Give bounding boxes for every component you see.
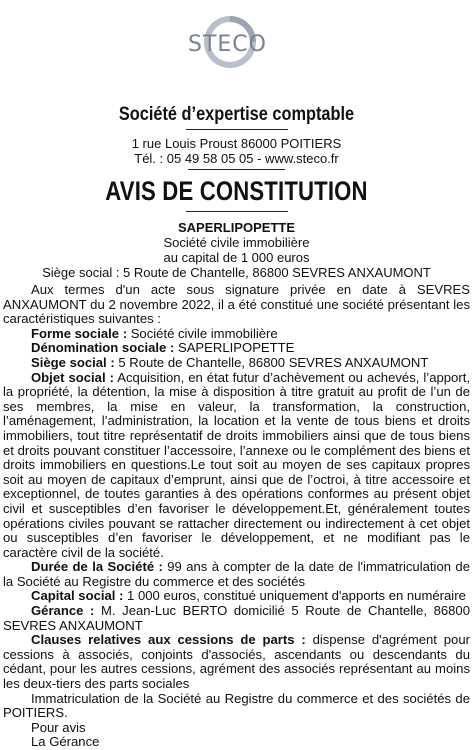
forme-label: Forme sociale : xyxy=(31,325,128,341)
company-type: Société civile immobilière xyxy=(163,235,310,250)
clauses-paragraph xyxy=(3,633,470,691)
notice-body xyxy=(3,283,470,750)
clauses-value: dispense d'agrément pour cessions à associés, conjoints d'associés, ascendants ou descendants du cédant, pour les autres cessions, agrément des associés représentant au moins les deux-tiers des parts sociales xyxy=(3,632,470,692)
gerance-label: Gérance : xyxy=(31,603,95,619)
company-capital: au capital de 1 000 euros xyxy=(163,250,310,265)
denomination-value: SAPERLIPOPETTE xyxy=(174,340,295,356)
forme-paragraph xyxy=(3,327,470,342)
title-divider xyxy=(186,211,288,212)
gerance-paragraph xyxy=(3,604,470,633)
capital-label: Capital social : xyxy=(31,588,124,604)
clauses-label: Clauses relatives aux cessions de parts : xyxy=(31,632,306,648)
objet-label: Objet social : xyxy=(31,369,114,385)
intro-paragraph: Aux termes d'un acte sous signature privée en date à SEVRES ANXAUMONT du 2 novembre 2022, il a été constitué une société présentant les caractéristiques suivantes : xyxy=(3,282,470,327)
siege-paragraph xyxy=(3,356,470,371)
forme-value: Société civile immobilière xyxy=(127,325,278,341)
firm-name: Société d’expertise comptable xyxy=(118,104,355,125)
duree-paragraph xyxy=(3,560,470,589)
duree-value: 99 ans à compter de la date de l'immatriculation de la Société au Registre du commerce et des sociétés xyxy=(3,559,470,589)
notice-title: AVIS DE CONSTITUTION xyxy=(105,176,368,206)
signature: La Gérance xyxy=(31,734,100,750)
siege-label: Siège social : xyxy=(31,354,115,370)
logo-text: STECO xyxy=(188,32,267,57)
capital-value: 1 000 euros, constitué uniquement d'apports en numéraire xyxy=(123,588,466,604)
denomination-paragraph xyxy=(3,341,470,356)
steco-logo xyxy=(168,14,267,70)
duree-label: Durée de la Société : xyxy=(31,559,163,575)
company-seat: Siège social : 5 Route de Chantelle, 86800 SEVRES ANXAUMONT xyxy=(42,265,431,280)
gerance-value: M. Jean-Luc BERTO domicilié 5 Route de Chantelle, 86800 SEVRES ANXAUMONT xyxy=(3,603,471,633)
capital-paragraph xyxy=(3,589,470,604)
header-divider xyxy=(188,169,285,170)
firm-address: 1 rue Louis Proust 86000 POITIERS xyxy=(131,136,342,151)
siege-value: 5 Route de Chantelle, 86800 SEVRES ANXAUMONT xyxy=(114,354,429,370)
pour-avis: Pour avis xyxy=(31,719,86,735)
company-name: SAPERLIPOPETTE xyxy=(177,220,296,235)
firm-name-underline xyxy=(186,129,288,130)
denomination-label: Dénomination sociale : xyxy=(31,340,175,356)
objet-paragraph xyxy=(3,371,470,561)
immatriculation-paragraph: Immatriculation de la Société au Registre du commerce et des sociétés de POITIERS. xyxy=(3,690,470,721)
objet-value: Acquisition, en état futur d’achèvement ou achevés, l’apport, la propriété, la détention, la mise à disposition à titre gratuit au profit de l’un de ses membres, la mise en valeur, la transformation, la construction, l’aménagement, l’administration, la location et la vente de tous biens et droits immobiliers, tout titre représentatif de droits immobiliers ainsi que de tous biens et droits pouvant constituer l’accessoire, l’annexe ou le complément des biens et droits immobiliers en questions.Le tout soit au moyen de ses capitaux propres soit au moyen de capitaux d’emprunt, ainsi que de l’octroi, à titre accessoire et exceptionnel, de toutes garanties à des opérations conformes au présent objet civil et susceptibles d’en favoriser le développement.Et, généralement toutes opérations civiles pouvant se rattacher directement ou indirectement à cet objet ou susceptibles d’en favoriser le développement, et ne modifiant pas le caractère civil de la société. xyxy=(3,369,470,560)
firm-contact: Tél. : 05 49 58 05 05 - www.steco.fr xyxy=(134,151,339,166)
